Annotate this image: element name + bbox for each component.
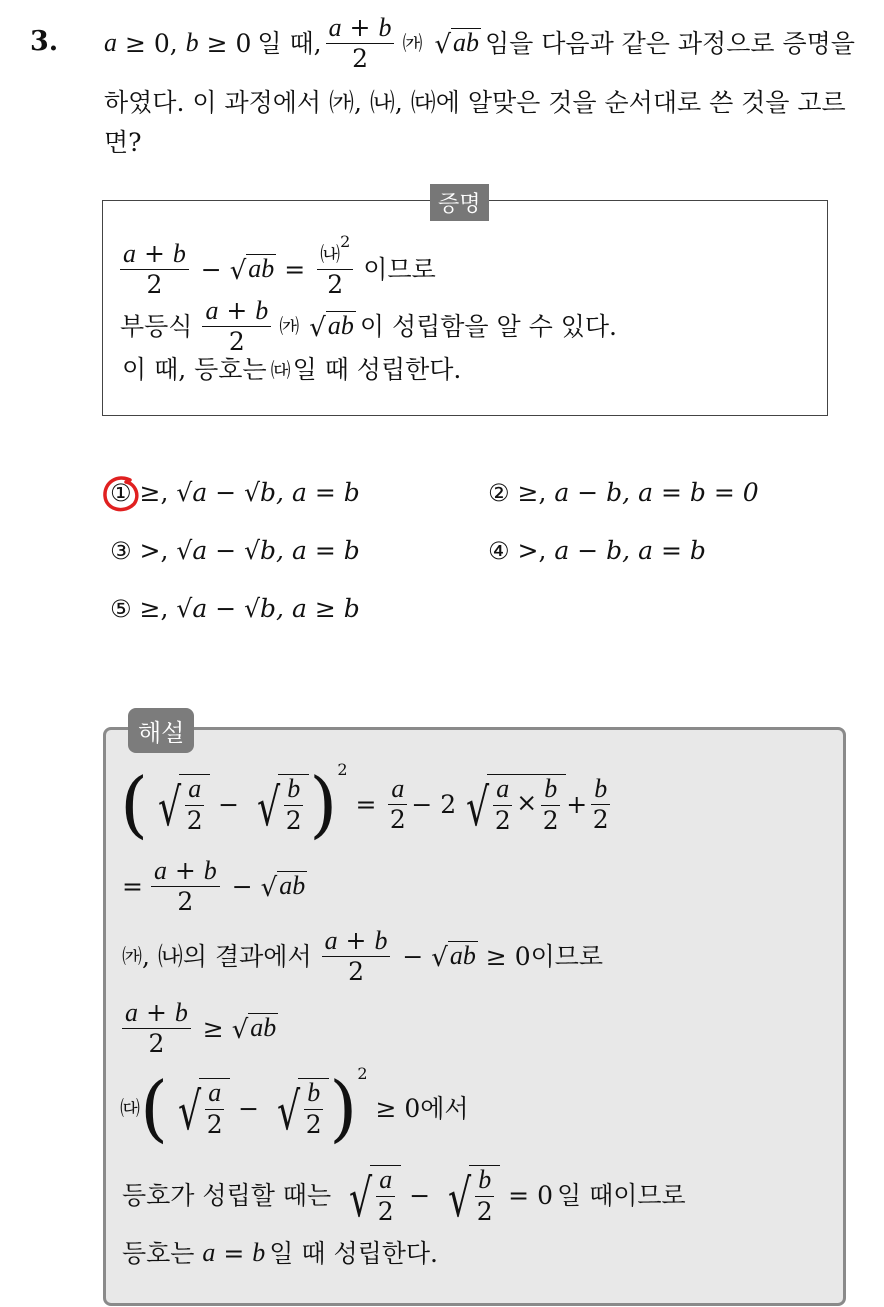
solution-line6-head: 등호가 성립할 때는 bbox=[122, 1180, 332, 1210]
choice-3-cond: a = b bbox=[291, 536, 360, 565]
choice-2-mid: a − b, bbox=[554, 478, 631, 507]
problem-line-3: 면? bbox=[104, 128, 142, 157]
solution-line6-tail: 일 때이므로 bbox=[556, 1180, 686, 1210]
choice-4-rel: >, bbox=[517, 536, 547, 565]
solution-line3-mid: , ㈏의 결과에서 bbox=[142, 941, 312, 971]
choice-1-mid: √a − √b, bbox=[176, 478, 284, 507]
proof-line2-head: 부등식 bbox=[120, 311, 193, 341]
solution-line3-tail: 이므로 bbox=[530, 941, 604, 971]
marker-ga-solution: ㈎ bbox=[122, 944, 142, 968]
marker-ga: ㈎ bbox=[402, 31, 423, 55]
choice-2-number: ② bbox=[488, 478, 510, 507]
choice-4-number: ④ bbox=[488, 536, 510, 565]
marker-da-solution: ㈐ bbox=[120, 1096, 140, 1120]
proof-line-2: 부등식 $\frac{a + b}{2}$ ㈎ √ ab 이 성립함을 알 수 있다. bbox=[120, 295, 617, 357]
fraction-a-plus-b-over-2: $\frac{a + b}{2}$ bbox=[326, 14, 395, 73]
choice-2-rel: ≥, bbox=[517, 478, 547, 507]
problem-number: 3. bbox=[30, 26, 59, 57]
problem-line-1: a ≥ 0, b ≥ 0 일 때, $\frac{a + b}{2}$ ㈎ √ ab 임을 다음과 같은 과정으로 증명을 bbox=[104, 12, 855, 74]
proof-tag: 증명 bbox=[430, 184, 489, 221]
choice-3-rel: >, bbox=[139, 536, 169, 565]
marker-na-proof: ㈏ bbox=[320, 242, 341, 267]
proof-line-3 bbox=[122, 357, 461, 382]
choice-3[interactable] bbox=[110, 538, 360, 563]
solution-line7-tail: 일 때 성립한다. bbox=[269, 1238, 438, 1268]
choice-5[interactable] bbox=[110, 596, 360, 621]
problem-condition-text: 일 때, bbox=[257, 28, 322, 58]
solution-line-7: 등호는 a = b 일 때 성립한다. bbox=[122, 1238, 438, 1268]
marker-ga-proof: ㈎ bbox=[279, 314, 300, 338]
proof-line3-tail: 일 때 성립한다. bbox=[292, 355, 462, 384]
choice-4-cond: a = b bbox=[638, 536, 706, 565]
choice-5-mid: √a − √b, bbox=[176, 594, 284, 623]
choice-2[interactable] bbox=[488, 480, 759, 505]
solution-tag: 해설 bbox=[128, 708, 194, 753]
solution-line7-head: 등호는 bbox=[122, 1238, 195, 1268]
sqrt-ab: √ ab bbox=[434, 28, 480, 60]
choice-5-number: ⑤ bbox=[110, 594, 132, 623]
choice-1-cond: a = b bbox=[291, 478, 360, 507]
solution-line5-tail: 에서 bbox=[420, 1093, 469, 1123]
choice-5-cond: a ≥ b bbox=[291, 594, 360, 623]
proof-line3-head: 이 때, 등호는 bbox=[122, 355, 267, 384]
solution-line-4: $\frac{a + b}{2}$ ≥ √ ab bbox=[122, 998, 278, 1058]
solution-line-5: ㈐ ( √ $\frac{a}{2}$ − √ $\frac{b}{2}$ ) 2 ≥ 0 에서 bbox=[120, 1064, 469, 1150]
proof-line1-tail: 이므로 bbox=[363, 254, 436, 284]
choice-4-mid: a − b, bbox=[554, 536, 631, 565]
choice-5-rel: ≥, bbox=[139, 594, 169, 623]
problem-line1-tail: 임을 다음과 같은 과정으로 증명을 bbox=[485, 28, 855, 58]
choice-3-number: ③ bbox=[110, 536, 132, 565]
solution-line-3: ㈎ , ㈏의 결과에서 $\frac{a + b}{2}$ − √ ab ≥ 0 이므로 bbox=[122, 925, 604, 987]
proof-line-1: $\frac{a + b}{2}$ − √ ab = $\frac{㈏^2}{2}$ 이므로 bbox=[120, 238, 436, 300]
choice-2-cond: a = b = 0 bbox=[638, 478, 759, 507]
solution-line-1: ( √ $\frac{a}{2}$ − √ $\frac{b}{2}$ ) 2 = $\frac{a}{2}$ − 2 √ $\frac{a}{2}$ × $\frac{b}{2}$ + $\frac{b}{2}$ bbox=[120, 760, 609, 846]
problem-line-2: 하였다. 이 과정에서 ㈎, ㈏, ㈐에 알맞은 것을 순서대로 쓴 것을 고르 bbox=[104, 88, 846, 117]
marker-da-proof: ㈐ bbox=[270, 357, 291, 382]
choice-4[interactable] bbox=[488, 538, 706, 563]
solution-line-6: 등호가 성립할 때는 √ $\frac{a}{2}$ − √ $\frac{b}{2}$ = 0 일 때이므로 bbox=[122, 1165, 686, 1229]
choice-3-mid: √a − √b, bbox=[176, 536, 284, 565]
choice-1-number: ① bbox=[110, 478, 132, 507]
choice-1[interactable] bbox=[110, 480, 360, 505]
choice-1-rel: ≥, bbox=[139, 478, 169, 507]
solution-line-2: = $\frac{a + b}{2}$ − √ ab bbox=[122, 855, 306, 917]
proof-line2-tail: 이 성립함을 알 수 있다. bbox=[359, 311, 617, 341]
